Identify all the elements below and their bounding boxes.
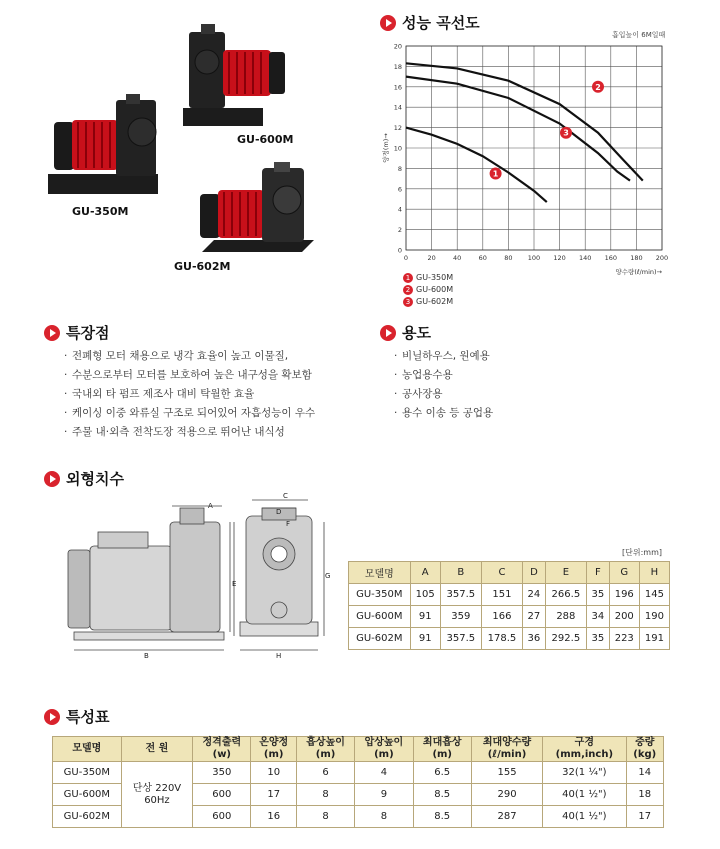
specs-column-header: 중량 (kg): [626, 737, 663, 762]
table-cell: 350: [193, 762, 251, 784]
table-cell: 166: [481, 606, 522, 628]
dimensions-unit: [단위:mm]: [622, 548, 662, 557]
table-cell: 178.5: [481, 628, 522, 650]
table-cell: 357.5: [440, 584, 481, 606]
table-cell: 292.5: [545, 628, 586, 650]
legend-item-1: [403, 272, 453, 284]
table-cell: 8: [355, 806, 413, 828]
dim-label-b: B: [144, 652, 149, 660]
table-row: [349, 628, 670, 650]
feature-item: · 전폐형 모터 채용으로 냉각 효율이 높고 이물질,: [64, 347, 315, 366]
table-cell: 4: [355, 762, 413, 784]
dimensions-title: 외형치수: [66, 470, 124, 488]
table-cell: 40(1 ½"): [543, 784, 626, 806]
table-cell: 8.5: [413, 784, 471, 806]
features-title: 특장점: [66, 324, 110, 342]
y-tick-label: 2: [397, 226, 402, 235]
series-line-1: [406, 128, 547, 203]
y-tick-label: 16: [393, 83, 402, 92]
product-image-gu350m: [44, 92, 174, 202]
x-tick-label: 120: [553, 254, 566, 262]
usage-section-title: [380, 322, 431, 343]
x-tick-label: 140: [578, 254, 592, 262]
legend-marker-3: 3: [403, 297, 413, 307]
table-cell: 35: [586, 584, 609, 606]
x-tick-label: 80: [504, 254, 513, 262]
y-tick-label: 10: [393, 144, 402, 153]
usage-item: · 농업용수용: [394, 366, 493, 385]
legend-item-2: [403, 284, 453, 296]
dimensions-column-header: D: [523, 562, 546, 584]
table-cell: GU-602M: [349, 628, 411, 650]
table-cell: 9: [355, 784, 413, 806]
table-cell: 6: [296, 762, 354, 784]
red-arrow-icon: [44, 709, 60, 725]
x-tick-label: 160: [604, 254, 618, 262]
legend-label-1: GU-350M: [416, 273, 454, 282]
table-cell: GU-350M: [53, 762, 122, 784]
table-cell: 290: [471, 784, 542, 806]
y-tick-label: 6: [397, 185, 402, 194]
x-tick-label: 20: [427, 254, 436, 262]
x-tick-label: 200: [655, 254, 669, 262]
dimensions-column-header: A: [410, 562, 440, 584]
dim-label-d: D: [276, 508, 282, 516]
table-cell: 24: [523, 584, 546, 606]
table-row: [349, 606, 670, 628]
y-tick-label: 4: [397, 205, 402, 214]
features-list: [64, 347, 315, 442]
table-cell: 600: [193, 806, 251, 828]
specs-column-header: 온양정 (m): [251, 737, 296, 762]
product-label-gu350m: GU-350M: [72, 205, 129, 218]
feature-item: · 주물 내·외측 전착도장 적용으로 뛰어난 내식성: [64, 423, 315, 442]
red-arrow-icon: [44, 325, 60, 341]
specs-body: [53, 762, 664, 828]
dimensions-column-header: B: [440, 562, 481, 584]
dimensions-column-header: G: [609, 562, 639, 584]
specs-column-header: 전 원: [121, 737, 192, 762]
series-marker-label-2: 2: [595, 82, 601, 92]
specs-column-header: 흡상높이 (m): [296, 737, 354, 762]
dim-label-g: G: [325, 572, 331, 580]
product-image-gu600m: [175, 22, 295, 132]
chart-legend: [403, 272, 453, 308]
dimensions-column-header: E: [545, 562, 586, 584]
series-marker-label-3: 3: [563, 128, 569, 138]
table-cell: 91: [410, 628, 440, 650]
table-cell: 35: [586, 628, 609, 650]
table-cell: 200: [609, 606, 639, 628]
legend-marker-2: 2: [403, 285, 413, 295]
table-cell: 288: [545, 606, 586, 628]
product-image-gu602m: [192, 160, 322, 260]
table-cell: 196: [609, 584, 639, 606]
specs-column-header: 모델명: [53, 737, 122, 762]
specs-column-header: 구경 (mm,inch): [543, 737, 626, 762]
table-cell: 36: [523, 628, 546, 650]
table-cell: 27: [523, 606, 546, 628]
x-tick-label: 180: [630, 254, 643, 262]
legend-label-2: GU-600M: [416, 285, 454, 294]
usage-list: [394, 347, 493, 423]
dimensions-column-header: H: [639, 562, 669, 584]
dimensions-table: [348, 561, 670, 650]
features-section-title: [44, 322, 109, 343]
dim-label-f: F: [286, 520, 291, 528]
table-cell: 16: [251, 806, 296, 828]
dimension-drawing: [62, 492, 332, 667]
usage-item: · 비닐하우스, 원예용: [394, 347, 493, 366]
specs-column-header: 정격출력 (w): [193, 737, 251, 762]
legend-label-3: GU-602M: [416, 297, 454, 306]
y-tick-label: 18: [393, 62, 402, 71]
y-tick-label: 20: [393, 42, 402, 51]
dim-label-h: H: [276, 652, 282, 660]
table-cell: 34: [586, 606, 609, 628]
table-cell: 357.5: [440, 628, 481, 650]
table-cell: 190: [639, 606, 669, 628]
table-cell: 17: [251, 784, 296, 806]
table-cell: 223: [609, 628, 639, 650]
table-cell: 8: [296, 784, 354, 806]
product-label-gu602m: GU-602M: [174, 260, 231, 273]
table-cell: 단상 220V 60Hz: [121, 762, 192, 828]
table-cell: 155: [471, 762, 542, 784]
table-row: [53, 762, 664, 784]
dim-label-c: C: [283, 492, 288, 500]
y-tick-label: 8: [397, 164, 402, 173]
feature-item: · 국내외 타 펌프 제조사 대비 탁월한 효율: [64, 385, 315, 404]
table-cell: 8: [296, 806, 354, 828]
table-cell: 151: [481, 584, 522, 606]
series-marker-label-1: 1: [492, 169, 499, 179]
table-cell: 91: [410, 606, 440, 628]
table-cell: 105: [410, 584, 440, 606]
specs-section-title: [44, 706, 109, 727]
red-arrow-icon: [380, 325, 396, 341]
dimensions-column-header: 모델명: [349, 562, 411, 584]
performance-chart: [378, 38, 678, 288]
table-cell: GU-350M: [349, 584, 411, 606]
table-cell: 266.5: [545, 584, 586, 606]
y-tick-label: 14: [393, 103, 402, 112]
table-cell: 18: [626, 784, 663, 806]
table-cell: 145: [639, 584, 669, 606]
y-tick-label: 0: [397, 246, 402, 255]
dim-label-e: E: [232, 580, 237, 588]
legend-item-3: [403, 296, 453, 308]
table-cell: 40(1 ½"): [543, 806, 626, 828]
specs-header-row: [53, 737, 664, 762]
table-cell: 17: [626, 806, 663, 828]
table-cell: GU-600M: [349, 606, 411, 628]
x-axis-label: 양수량(ℓ/min)→: [615, 268, 662, 276]
table-cell: 10: [251, 762, 296, 784]
y-axis-label: 양정(m)→: [382, 133, 390, 163]
red-arrow-icon: [44, 471, 60, 487]
table-cell: 14: [626, 762, 663, 784]
performance-title: 성능 곡선도: [402, 14, 480, 32]
dimensions-column-header: F: [586, 562, 609, 584]
x-tick-label: 100: [527, 254, 541, 262]
x-tick-label: 40: [453, 254, 462, 262]
table-cell: GU-602M: [53, 806, 122, 828]
usage-title: 용도: [402, 324, 431, 342]
table-cell: GU-600M: [53, 784, 122, 806]
performance-section-title: [380, 12, 480, 33]
red-arrow-icon: [380, 15, 396, 31]
legend-marker-1: 1: [403, 273, 413, 283]
x-tick-label: 0: [403, 254, 409, 262]
specs-column-header: 최대흡상 (m): [413, 737, 471, 762]
dimensions-column-header: C: [481, 562, 522, 584]
table-cell: 191: [639, 628, 669, 650]
specs-column-header: 압상높이 (m): [355, 737, 413, 762]
table-cell: 6.5: [413, 762, 471, 784]
dimensions-body: [349, 584, 670, 650]
table-row: [349, 584, 670, 606]
product-label-gu600m: GU-600M: [237, 133, 294, 146]
dimensions-header-row: [349, 562, 670, 584]
x-tick-label: 60: [478, 254, 487, 262]
specs-title: 특성표: [66, 708, 110, 726]
usage-item: · 용수 이송 등 공업용: [394, 404, 493, 423]
dim-label-a: A: [208, 502, 213, 510]
table-cell: 359: [440, 606, 481, 628]
table-cell: 600: [193, 784, 251, 806]
table-cell: 32(1 ¼"): [543, 762, 626, 784]
feature-item: · 케이싱 이중 와류실 구조로 되어있어 자흡성능이 우수: [64, 404, 315, 423]
table-cell: 8.5: [413, 806, 471, 828]
feature-item: · 수분으로부터 모터를 보호하여 높은 내구성을 확보함: [64, 366, 315, 385]
specs-table: [52, 736, 664, 828]
usage-item: · 공사장용: [394, 385, 493, 404]
performance-note: 흡입높이 6M일때: [612, 31, 666, 39]
specs-column-header: 최대양수량 (ℓ/min): [471, 737, 542, 762]
table-cell: 287: [471, 806, 542, 828]
dimensions-section-title: [44, 468, 124, 489]
y-tick-label: 12: [393, 124, 402, 133]
